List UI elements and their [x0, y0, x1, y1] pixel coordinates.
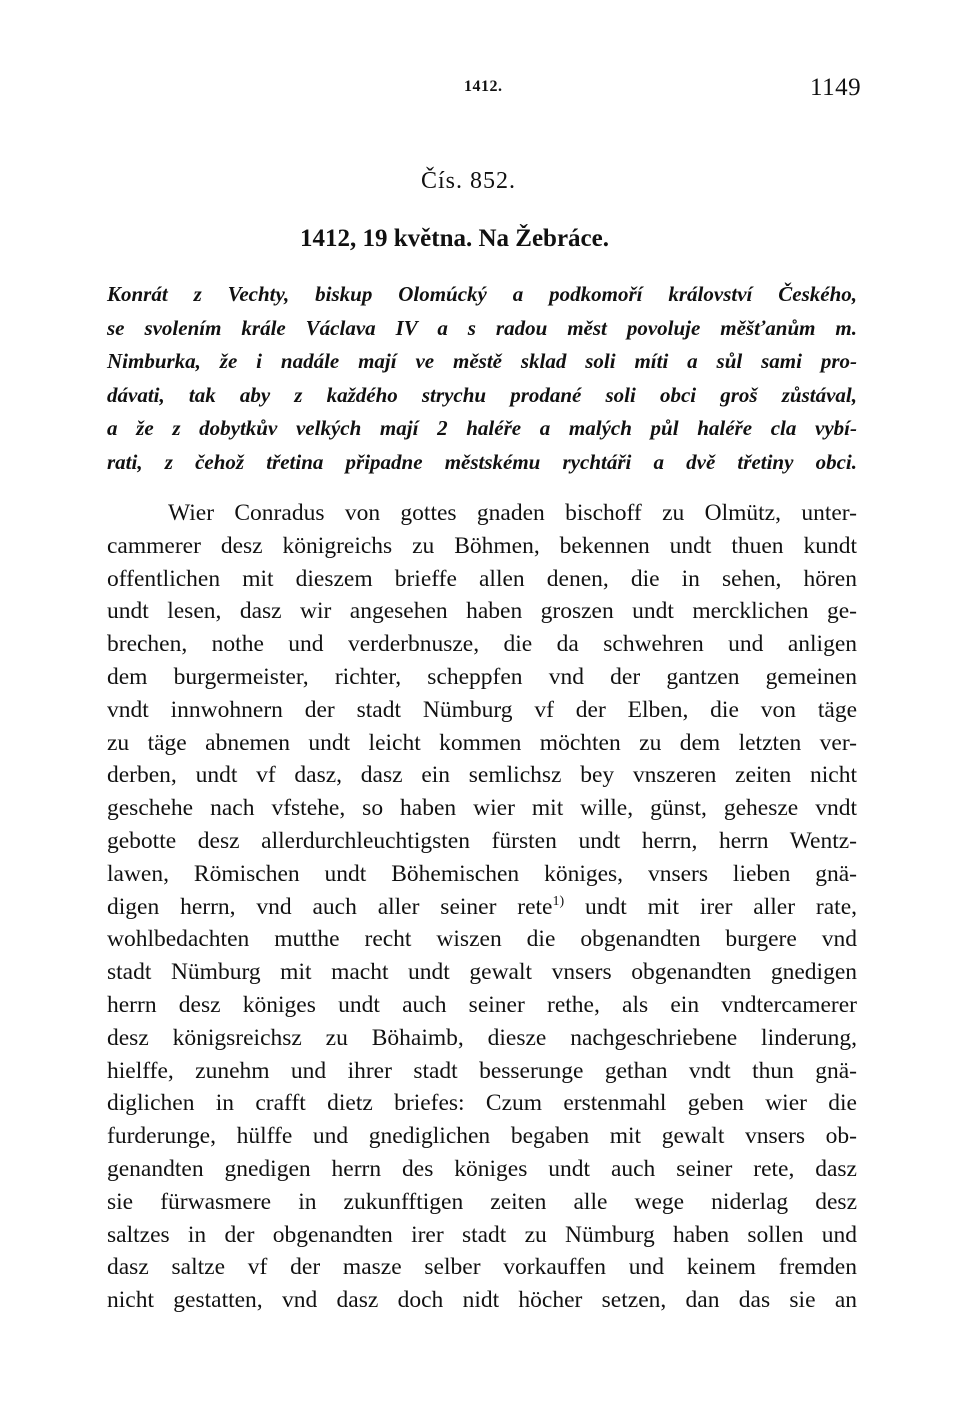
- czech-abstract: [107, 278, 857, 479]
- body-line: derben, undt vf dasz, dasz ein semlichsz bey vnszeren zeiten nicht: [107, 762, 857, 789]
- body-line: desz königsreichsz zu Böhaimb, diesze nachgeschriebene linderung,: [107, 1024, 857, 1051]
- body-line: brechen, nothe und verderbnusze, die da schwehren und anligen: [107, 631, 857, 658]
- document-dateline: 1412, 19 května. Na Žebráce.: [300, 225, 609, 252]
- body-line: sie fürwasmere in zukunfftigen zeiten alle wege niderlag desz: [107, 1188, 857, 1215]
- running-header-year: 1412.: [464, 78, 503, 95]
- body-line: nicht gestatten, vnd dasz doch nidt höcher setzen, dan das sie an: [107, 1287, 857, 1314]
- abstract-line: dávati, tak aby z každého strychu prodané soli obci groš zůstával,: [107, 382, 857, 407]
- body-line: gebotte desz allerdurchleuchtigsten fürsten undt herrn, herrn Wentz-: [107, 827, 857, 854]
- charter-text: [107, 497, 857, 1317]
- body-line-with-footnote: [107, 891, 857, 924]
- body-line: stadt Nümburg mit macht undt gewalt vnsers obgenandten gnedigen: [107, 959, 857, 986]
- document-number: Čís. 852.: [421, 168, 517, 194]
- abstract-line: Konrát z Vechty, biskup Olomúcký a podkomoří království Českého,: [107, 282, 857, 306]
- body-line: hielffe, zunehm und ihrer stadt besserunge gethan vndt thun gnä-: [107, 1057, 857, 1084]
- body-line: undt lesen, dasz wir angesehen haben groszen undt mercklichen ge-: [107, 598, 857, 625]
- body-line: dem burgermeister, richter, scheppfen vnd der gantzen gemeinen: [107, 663, 857, 690]
- body-line: offentlichen mit dieszem brieffe allen denen, die in sehen, hören: [107, 565, 857, 592]
- body-line: cammerer desz königreichs zu Böhmen, bekennen undt thuen kundt: [107, 532, 857, 559]
- body-line: saltzes in der obgenandten irer stadt zu Nümburg haben sollen und: [107, 1221, 857, 1248]
- abstract-line: rati, z čehož třetina připadne městskému rychtáři a dvě třetiny obci.: [107, 449, 857, 474]
- body-line: lawen, Römischen undt Böhemischen königes, vnsers lieben gnä-: [107, 860, 857, 887]
- body-line: dasz saltze vf der masze selber vorkauffen und keinem fremden: [107, 1254, 857, 1281]
- body-line: herrn desz königes undt auch seiner rethe, als ein vndtercamerer: [107, 991, 857, 1018]
- body-line-segment: digen herrn, vnd auch aller seiner rete: [107, 893, 553, 920]
- abstract-line: Nimburka, že i nadále mají ve městě sklad soli míti a sůl sami pro-: [107, 349, 857, 373]
- body-line: zu täge abnemen undt leicht kommen möchten zu dem letzten ver-: [107, 729, 857, 756]
- abstract-line: se svolením krále Václava IV a s radou měst povoluje měšťanům m.: [107, 315, 857, 340]
- body-line: genandten gnedigen herrn des königes undt auch seiner rete, dasz: [107, 1155, 857, 1182]
- body-line: diglichen in crafft dietz briefes: Czum erstenmahl geben wier die: [107, 1090, 857, 1117]
- page-number: 1149: [810, 74, 862, 101]
- body-line: geschehe nach vfstehe, so haben wier mit wille, günst, gehesze vndt: [107, 795, 857, 822]
- abstract-line: a že z dobytkův velkých mají 2 haléře a malých půl haléře cla vybí-: [107, 416, 857, 440]
- body-line: Wier Conradus von gottes gnaden bischoff zu Olmütz, unter-: [168, 500, 857, 526]
- footnote-marker: 1): [552, 893, 565, 909]
- body-line-segment: undt mit irer aller rate,: [585, 893, 857, 920]
- body-line: furderunge, hülffe und gnediglichen begaben mit gewalt vnsers ob-: [107, 1123, 857, 1150]
- body-line: wohlbedachten mutthe recht wiszen die obgenandten burgere vnd: [107, 926, 857, 953]
- body-line: vndt innwohnern der stadt Nümburg vf der Elben, die von täge: [107, 696, 857, 723]
